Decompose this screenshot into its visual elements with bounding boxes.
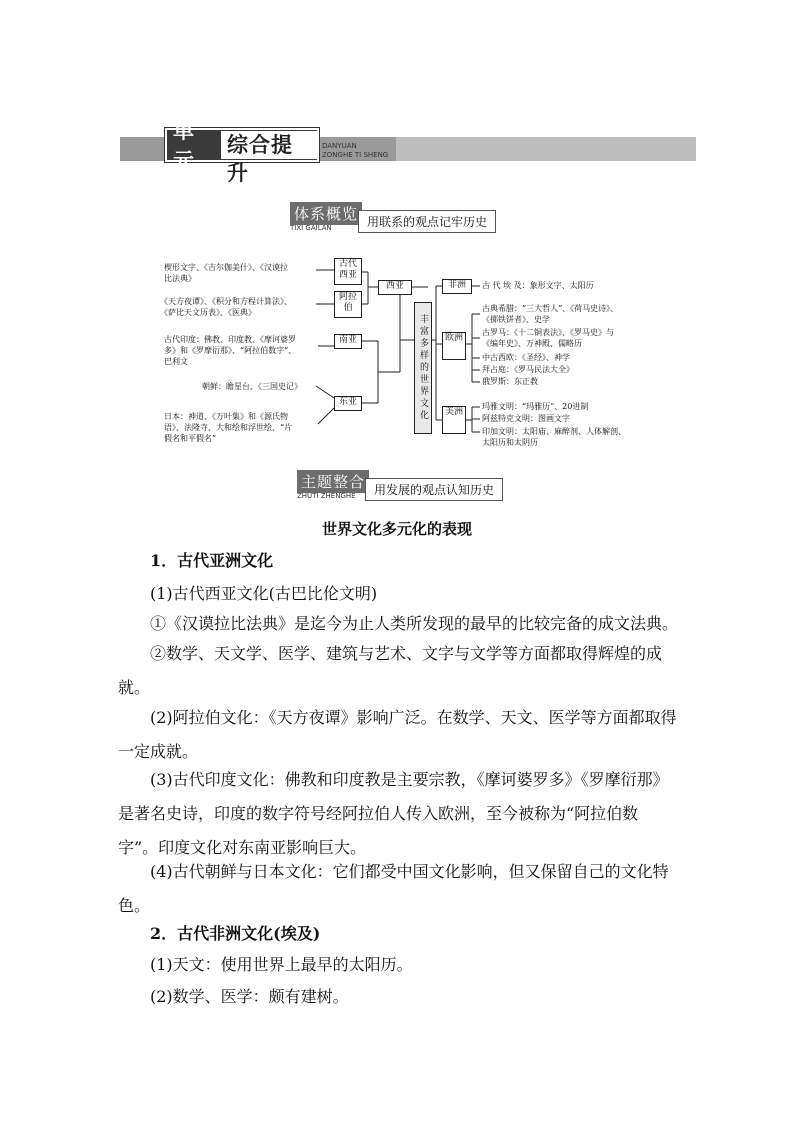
box-ancient-west-asia xyxy=(334,258,362,285)
heading-asia: 1．古代亚洲文化 xyxy=(150,551,274,570)
section-heading: 世界文化多元化的表现 xyxy=(321,520,472,538)
para-math-medicine: (2)数学、医学：颇有建树。 xyxy=(150,987,349,1006)
right-text-maya: 玛雅文明：“玛雅历”、20进制 xyxy=(482,402,589,411)
para-arab: (2)阿拉伯文化：《天方夜谭》影响广泛。在数学、天文、医学等方面都取得一定成就。 xyxy=(118,708,677,761)
right-text-greece: 古典希腊：“三大哲人”、《荷马史诗》、 《掷铁饼者》、史学 xyxy=(482,304,619,324)
tag-light-label: 用联系的观点记牢历史 xyxy=(358,210,496,233)
box-arab xyxy=(334,291,362,318)
para-astronomy: (1)天文：使用世界上最早的太阳历。 xyxy=(150,955,413,974)
pinyin-line-1: DANYUAN xyxy=(322,142,357,150)
tag-dark-label: 主题整合 xyxy=(297,470,369,493)
left-text-arab: 《天方夜谭》、《积分和方程计算法》、 《萨比天文历表》、《医典》 xyxy=(160,297,292,317)
para-india: (3)古代印度文化：佛教和印度教是主要宗教，《摩诃婆罗多》《罗摩衍那》是著名史诗，印度的数字符号经阿拉伯人传入欧洲，至今被称为“阿拉伯数字”。印度文化对东南亚影响巨大。 xyxy=(118,770,669,857)
pinyin-line-2: ZONGHE TI SHENG xyxy=(322,151,389,159)
box-south-asia xyxy=(334,334,362,349)
right-text-medieval-europe: 中古西欧：《圣经》、神学 xyxy=(482,353,570,362)
box-america xyxy=(442,406,466,434)
tag-pinyin: ZHUTI ZHENGHE xyxy=(297,492,356,500)
para-west-asia: (1)古代西亚文化(古巴比伦文明) xyxy=(150,584,378,603)
heading-africa: 2．古代非洲文化(埃及) xyxy=(150,924,321,943)
unit-title-right: 综合提升 xyxy=(221,131,317,159)
para-hammurabi: ①《汉谟拉比法典》是迄今为止人类所发现的最早的比较完备的成文法典。 xyxy=(150,614,679,633)
box-label: 古代西亚 xyxy=(338,259,357,280)
right-text-byzantium: 拜占庭：《罗马民法大全》 xyxy=(482,365,574,374)
right-text-aztec: 阿兹特克文明：图画文字 xyxy=(482,414,570,423)
para-achievements: ②数学、天文学、医学、建筑与艺术、文字与文学等方面都取得辉煌的成就。 xyxy=(118,644,663,697)
left-text-india: 古代印度：佛教、印度教、《摩诃婆罗 多》和《罗摩衍那》、“阿拉伯数字”、 巴利文 xyxy=(164,335,297,366)
unit-title-left: 单元 xyxy=(173,119,195,173)
box-label: 阿拉伯 xyxy=(338,292,357,313)
para-korea-japan: (4)古代朝鲜与日本文化：它们都受中国文化影响，但又保留自己的文化特色。 xyxy=(118,862,669,915)
box-label: 南亚 xyxy=(338,335,357,345)
tag-light-label: 用发展的观点认知历史 xyxy=(365,478,503,501)
right-text-inca: 印加文明：太阳庙、麻醉剂、人体解剖、 太阳历和太阴历 xyxy=(482,427,626,447)
box-europe xyxy=(442,332,466,360)
box-label: 西亚 xyxy=(385,281,404,291)
box-label: 欧洲 xyxy=(444,333,463,343)
left-text-japan: 日本：神道、《万叶集》和《源氏物 语》、法隆寺、大和绘和浮世绘、“片 假名和平假名” xyxy=(164,412,293,443)
right-text-rome: 古罗马：《十二铜表法》、《罗马史》与 《编年史》、万神殿、儒略历 xyxy=(482,328,614,348)
left-text-korea: 朝鲜：瞻星台、《三国史记》 xyxy=(202,382,302,391)
center-label: 丰富多样的世界文化 xyxy=(418,314,428,422)
right-text-egypt: 古 代 埃 及：象形文字、太阳历 xyxy=(482,281,594,290)
box-label: 美洲 xyxy=(444,407,463,417)
box-west-asia xyxy=(378,280,412,295)
box-center-world-culture xyxy=(414,302,432,434)
box-east-asia xyxy=(334,396,362,411)
tag-dark-label: 体系概览 xyxy=(290,202,362,225)
right-text-russia: 俄罗斯：东正教 xyxy=(482,377,538,386)
box-label: 东亚 xyxy=(338,397,357,407)
section-tag-theme xyxy=(297,470,503,501)
box-label: 非洲 xyxy=(447,280,466,290)
left-text-mesopotamia: 楔形文字、《吉尔伽美什》、《汉谟拉 比法典》 xyxy=(164,263,288,283)
box-africa xyxy=(442,279,472,294)
tag-pinyin: TIXI GAILAN xyxy=(290,224,332,232)
